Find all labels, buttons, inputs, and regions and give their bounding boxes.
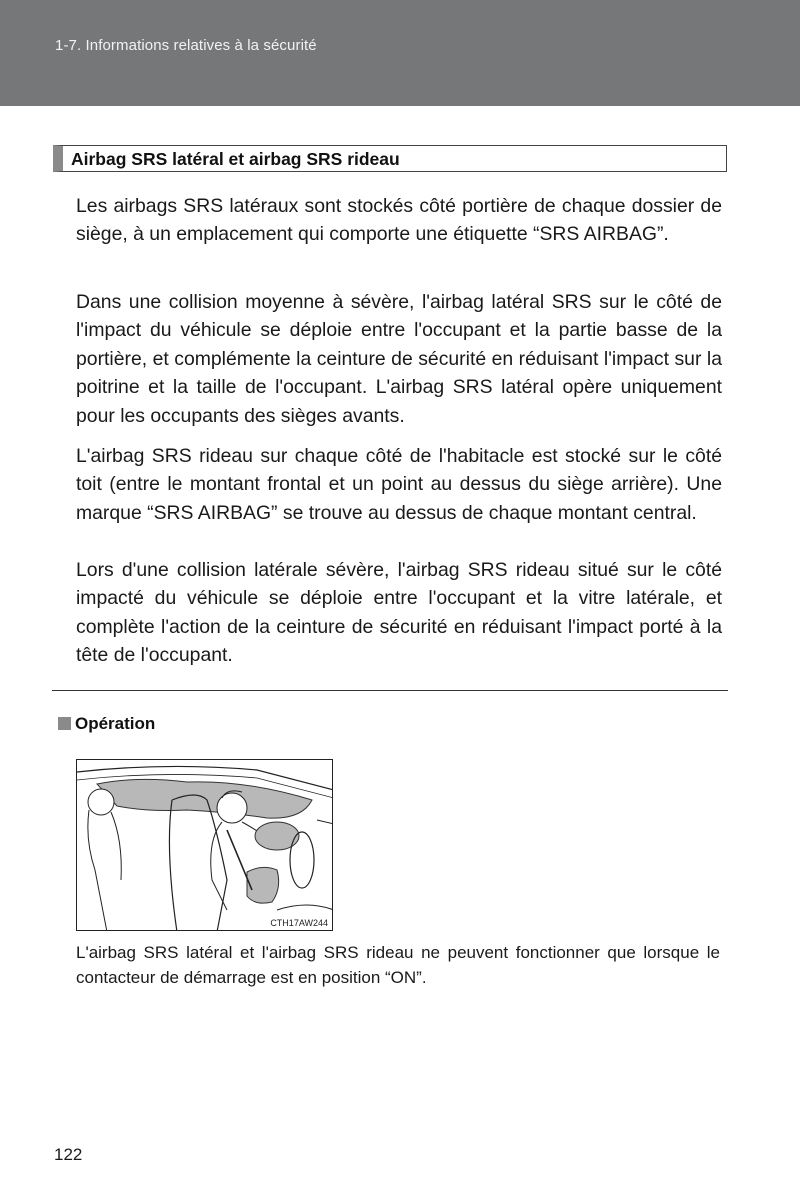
figure-code: CTH17AW244 <box>270 918 328 928</box>
airbag-illustration <box>76 759 333 931</box>
paragraph-curtain-airbag-operation: Lors d'une collision latérale sévère, l'airbag SRS rideau situé sur le côté impacté du véhicule se déploie entre l'occupant et la vitre latérale, et complète l'action de la ceinture de sécurité en réduisant l'impact porté à la tête de l'occupant. <box>76 559 722 667</box>
curtain-airbag-shape <box>97 779 312 818</box>
airbag-deployment-drawing <box>77 760 333 931</box>
side-airbag-shape <box>247 867 279 903</box>
section-title-box <box>53 145 727 172</box>
section-title: Airbag SRS latéral et airbag SRS rideau <box>71 149 400 169</box>
front-airbag-shape <box>255 822 299 850</box>
paragraph-side-airbag-storage: Les airbags SRS latéraux sont stockés côté portière de chaque dossier de siège, à un emplacement qui comporte une étiquette “SRS AIRBAG”. <box>76 195 722 246</box>
operation-caption: L'airbag SRS latéral et l'airbag SRS rideau ne peuvent fonctionner que lorsque le contacteur de démarrage est en position “ON”. <box>76 943 720 987</box>
divider <box>52 690 728 691</box>
paragraph-curtain-airbag-storage: L'airbag SRS rideau sur chaque côté de l'habitacle est stocké sur le côté toit (entre le montant frontal et un point au dessus du siège arrière). Une marque “SRS AIRBAG” se trouve au dessus de chaque montant central. <box>76 445 722 524</box>
square-bullet-icon <box>58 717 71 730</box>
operation-heading <box>58 714 155 734</box>
chapter-heading: 1-7. Informations relatives à la sécurité <box>55 37 317 54</box>
page-number: 122 <box>54 1145 83 1164</box>
operation-heading-label: Opération <box>75 714 156 733</box>
header-band <box>0 0 800 106</box>
paragraph-side-airbag-operation: Dans une collision moyenne à sévère, l'airbag latéral SRS sur le côté de l'impact du véhicule se déploie entre l'occupant et la partie basse de la portière, et complémente la ceinture de sécurité en réduisant l'impact sur la poitrine et la taille de l'occupant. L'airbag SRS latéral opère uniquement pour les occupants des sièges avants. <box>76 291 722 427</box>
